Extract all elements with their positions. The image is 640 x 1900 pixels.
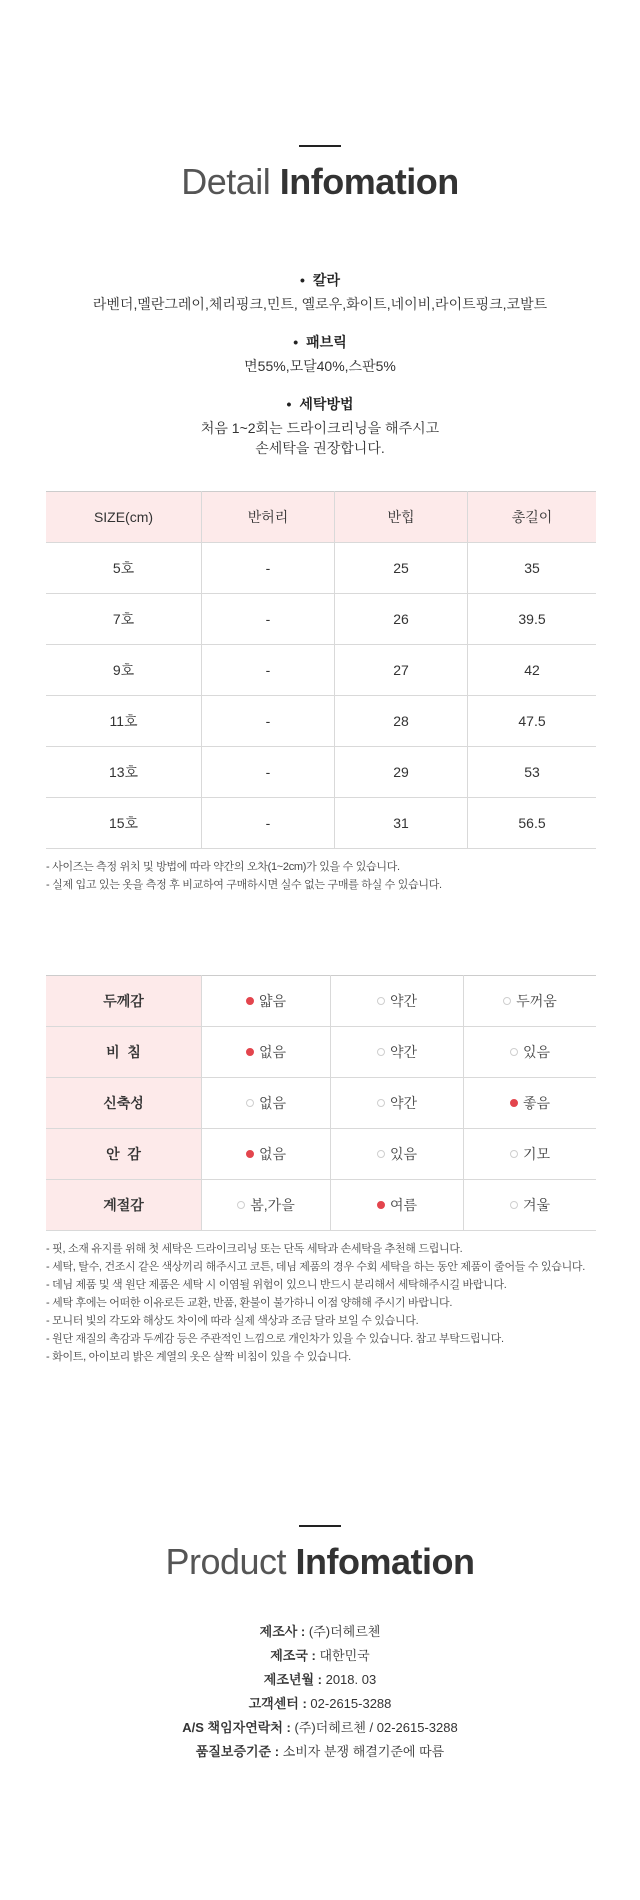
size-notes — [46, 858, 606, 894]
feel-option-label: 있음 — [522, 1044, 551, 1060]
filled-dot-icon — [377, 1201, 385, 1209]
feel-option-label: 약간 — [389, 993, 418, 1009]
detail-title-light: Detail — [181, 161, 271, 202]
feel-option — [331, 1027, 464, 1078]
product-row-date: 제조년월 : 2018. 03 — [263, 1672, 377, 1687]
info-item-washing — [0, 394, 640, 458]
size-cell: 9호 — [46, 645, 202, 696]
title-rule — [299, 1525, 341, 1527]
feel-option — [331, 1078, 464, 1129]
size-header-waist: 반허리 — [202, 492, 335, 543]
size-cell: 31 — [335, 798, 468, 849]
feel-option-label: 두꺼움 — [516, 993, 557, 1009]
care-note: - 화이트, 아이보리 밝은 계열의 옷은 살짝 비침이 있을 수 있습니다. — [46, 1351, 351, 1363]
filled-dot-icon — [510, 1099, 518, 1107]
feel-option-label: 봄,가을 — [250, 1197, 295, 1213]
product-section-title — [0, 1525, 640, 1583]
size-cell: - — [202, 798, 335, 849]
feel-option-label: 겨울 — [522, 1197, 551, 1213]
size-cell: 42 — [468, 645, 597, 696]
feel-option-label: 없음 — [258, 1095, 287, 1111]
feel-option-label: 얇음 — [258, 993, 287, 1009]
care-notes — [46, 1240, 606, 1366]
size-cell: 25 — [335, 543, 468, 594]
size-cell: 5호 — [46, 543, 202, 594]
product-row-warranty: 품질보증기준 : 소비자 분쟁 해결기준에 따름 — [195, 1744, 445, 1759]
care-note: - 원단 재질의 촉감과 두께감 등은 주관적인 느낌으로 개인차가 있을 수 있습니다. 참고 부탁드립니다. — [46, 1333, 504, 1345]
feel-option-label: 없음 — [258, 1044, 287, 1060]
table-row — [46, 543, 596, 594]
info-value-washing-line1: 처음 1~2회는 드라이크리닝을 해주시고 — [200, 420, 440, 436]
feel-option — [331, 1129, 464, 1180]
info-label-washing: 세탁방법 — [299, 396, 354, 412]
detail-title — [0, 161, 640, 203]
feel-option-label: 여름 — [389, 1197, 418, 1213]
table-row — [46, 976, 596, 1027]
size-table — [46, 491, 596, 849]
table-row — [46, 645, 596, 696]
empty-dot-icon — [377, 1048, 385, 1056]
filled-dot-icon — [246, 997, 254, 1005]
size-cell: 39.5 — [468, 594, 597, 645]
size-cell: - — [202, 594, 335, 645]
feel-option — [331, 1180, 464, 1231]
empty-dot-icon — [237, 1201, 245, 1209]
table-row — [46, 1180, 596, 1231]
feel-option-label: 기모 — [522, 1146, 551, 1162]
feel-option-label: 있음 — [389, 1146, 418, 1162]
feel-option — [202, 1180, 331, 1231]
product-title-light: Product — [165, 1541, 287, 1582]
size-header-length: 총길이 — [468, 492, 597, 543]
empty-dot-icon — [377, 1150, 385, 1158]
bullet-icon: • — [286, 396, 292, 412]
table-row — [46, 696, 596, 747]
feel-option — [464, 1078, 597, 1129]
size-cell: 29 — [335, 747, 468, 798]
size-cell: - — [202, 696, 335, 747]
feel-option — [464, 976, 597, 1027]
size-cell: 11호 — [46, 696, 202, 747]
info-value-fabric: 면55%,모달40%,스판5% — [244, 358, 396, 374]
product-title-bold: Infomation — [295, 1541, 475, 1582]
size-table-header-row — [46, 492, 596, 543]
feel-option — [202, 1078, 331, 1129]
size-cell: 26 — [335, 594, 468, 645]
bullet-icon: • — [293, 334, 299, 350]
size-header-size: SIZE(cm) — [46, 492, 202, 543]
care-note: - 모니터 빛의 각도와 해상도 차이에 따라 실제 색상과 조금 달라 보일 수 있습니다. — [46, 1315, 419, 1327]
product-title — [0, 1541, 640, 1583]
size-cell: - — [202, 747, 335, 798]
feel-option — [202, 976, 331, 1027]
size-cell: - — [202, 543, 335, 594]
care-note: - 세탁 후에는 어떠한 이유로든 교환, 반품, 환불이 불가하니 이점 양해해 주시기 바랍니다. — [46, 1297, 453, 1309]
feel-option — [331, 976, 464, 1027]
feel-option — [464, 1027, 597, 1078]
bullet-icon: • — [300, 272, 305, 288]
info-item-fabric — [0, 332, 640, 376]
title-rule — [299, 145, 341, 147]
info-label-color: 칼라 — [312, 272, 340, 288]
empty-dot-icon — [510, 1201, 518, 1209]
size-cell: 28 — [335, 696, 468, 747]
empty-dot-icon — [246, 1099, 254, 1107]
feel-option-label: 약간 — [389, 1095, 418, 1111]
empty-dot-icon — [510, 1150, 518, 1158]
empty-dot-icon — [510, 1048, 518, 1056]
feel-label: 안 감 — [46, 1129, 202, 1180]
care-note: - 세탁, 탈수, 건조시 같은 색상끼리 해주시고 코튼, 데님 제품의 경우 수회 세탁을 하는 동안 제품이 줄어들 수 있습니다. — [46, 1261, 585, 1273]
size-cell: - — [202, 645, 335, 696]
info-value-color: 라벤더,멜란그레이,체리핑크,민트, 옐로우,화이트,네이비,라이트핑크,코발트 — [92, 296, 548, 312]
fabric-feel-table — [46, 975, 596, 1231]
feel-label: 신축성 — [46, 1078, 202, 1129]
empty-dot-icon — [377, 1099, 385, 1107]
size-cell: 35 — [468, 543, 597, 594]
table-row — [46, 798, 596, 849]
feel-option — [202, 1027, 331, 1078]
feel-option-label: 약간 — [389, 1044, 418, 1060]
feel-option-label: 좋음 — [522, 1095, 551, 1111]
detail-title-bold: Infomation — [279, 161, 459, 202]
table-row — [46, 1129, 596, 1180]
table-row — [46, 1027, 596, 1078]
size-cell: 13호 — [46, 747, 202, 798]
info-label-fabric: 패브릭 — [306, 334, 347, 350]
feel-option-label: 없음 — [258, 1146, 287, 1162]
feel-label: 계절감 — [46, 1180, 202, 1231]
product-row-as-contact: A/S 책임자연락처 : (주)더헤르첸 / 02-2615-3288 — [182, 1720, 458, 1735]
empty-dot-icon — [377, 997, 385, 1005]
product-row-manufacturer: 제조사 : (주)더헤르첸 — [259, 1624, 381, 1639]
size-cell: 56.5 — [468, 798, 597, 849]
size-cell: 7호 — [46, 594, 202, 645]
size-note: - 사이즈는 측정 위치 및 방법에 따라 약간의 오차(1~2cm)가 있을 수 있습니다. — [46, 861, 400, 873]
filled-dot-icon — [246, 1150, 254, 1158]
size-cell: 53 — [468, 747, 597, 798]
table-row — [46, 594, 596, 645]
table-row — [46, 747, 596, 798]
detail-section-title — [0, 145, 640, 203]
table-row — [46, 1078, 596, 1129]
product-info-list — [0, 1620, 640, 1764]
info-item-color — [0, 270, 640, 314]
feel-option — [464, 1129, 597, 1180]
size-cell: 47.5 — [468, 696, 597, 747]
empty-dot-icon — [503, 997, 511, 1005]
size-header-hip: 반힙 — [335, 492, 468, 543]
info-value-washing-line2: 손세탁을 권장합니다. — [255, 440, 385, 456]
care-note: - 핏, 소재 유지를 위해 첫 세탁은 드라이크리닝 또는 단독 세탁과 손세탁을 추천해 드립니다. — [46, 1243, 463, 1255]
feel-label: 두께감 — [46, 976, 202, 1027]
size-note: - 실제 입고 있는 옷을 측정 후 비교하여 구매하시면 실수 없는 구매를 하실 수 있습니다. — [46, 879, 442, 891]
care-note: - 데님 제품 및 색 원단 제품은 세탁 시 이염될 위험이 있으니 반드시 분리해서 세탁해주시길 바랍니다. — [46, 1279, 507, 1291]
size-cell: 27 — [335, 645, 468, 696]
feel-label: 비 침 — [46, 1027, 202, 1078]
product-row-country: 제조국 : 대한민국 — [270, 1648, 370, 1663]
product-row-customer-center: 고객센터 : 02-2615-3288 — [248, 1696, 392, 1711]
filled-dot-icon — [246, 1048, 254, 1056]
detail-info-block — [0, 270, 640, 472]
size-cell: 15호 — [46, 798, 202, 849]
feel-option — [464, 1180, 597, 1231]
feel-option — [202, 1129, 331, 1180]
